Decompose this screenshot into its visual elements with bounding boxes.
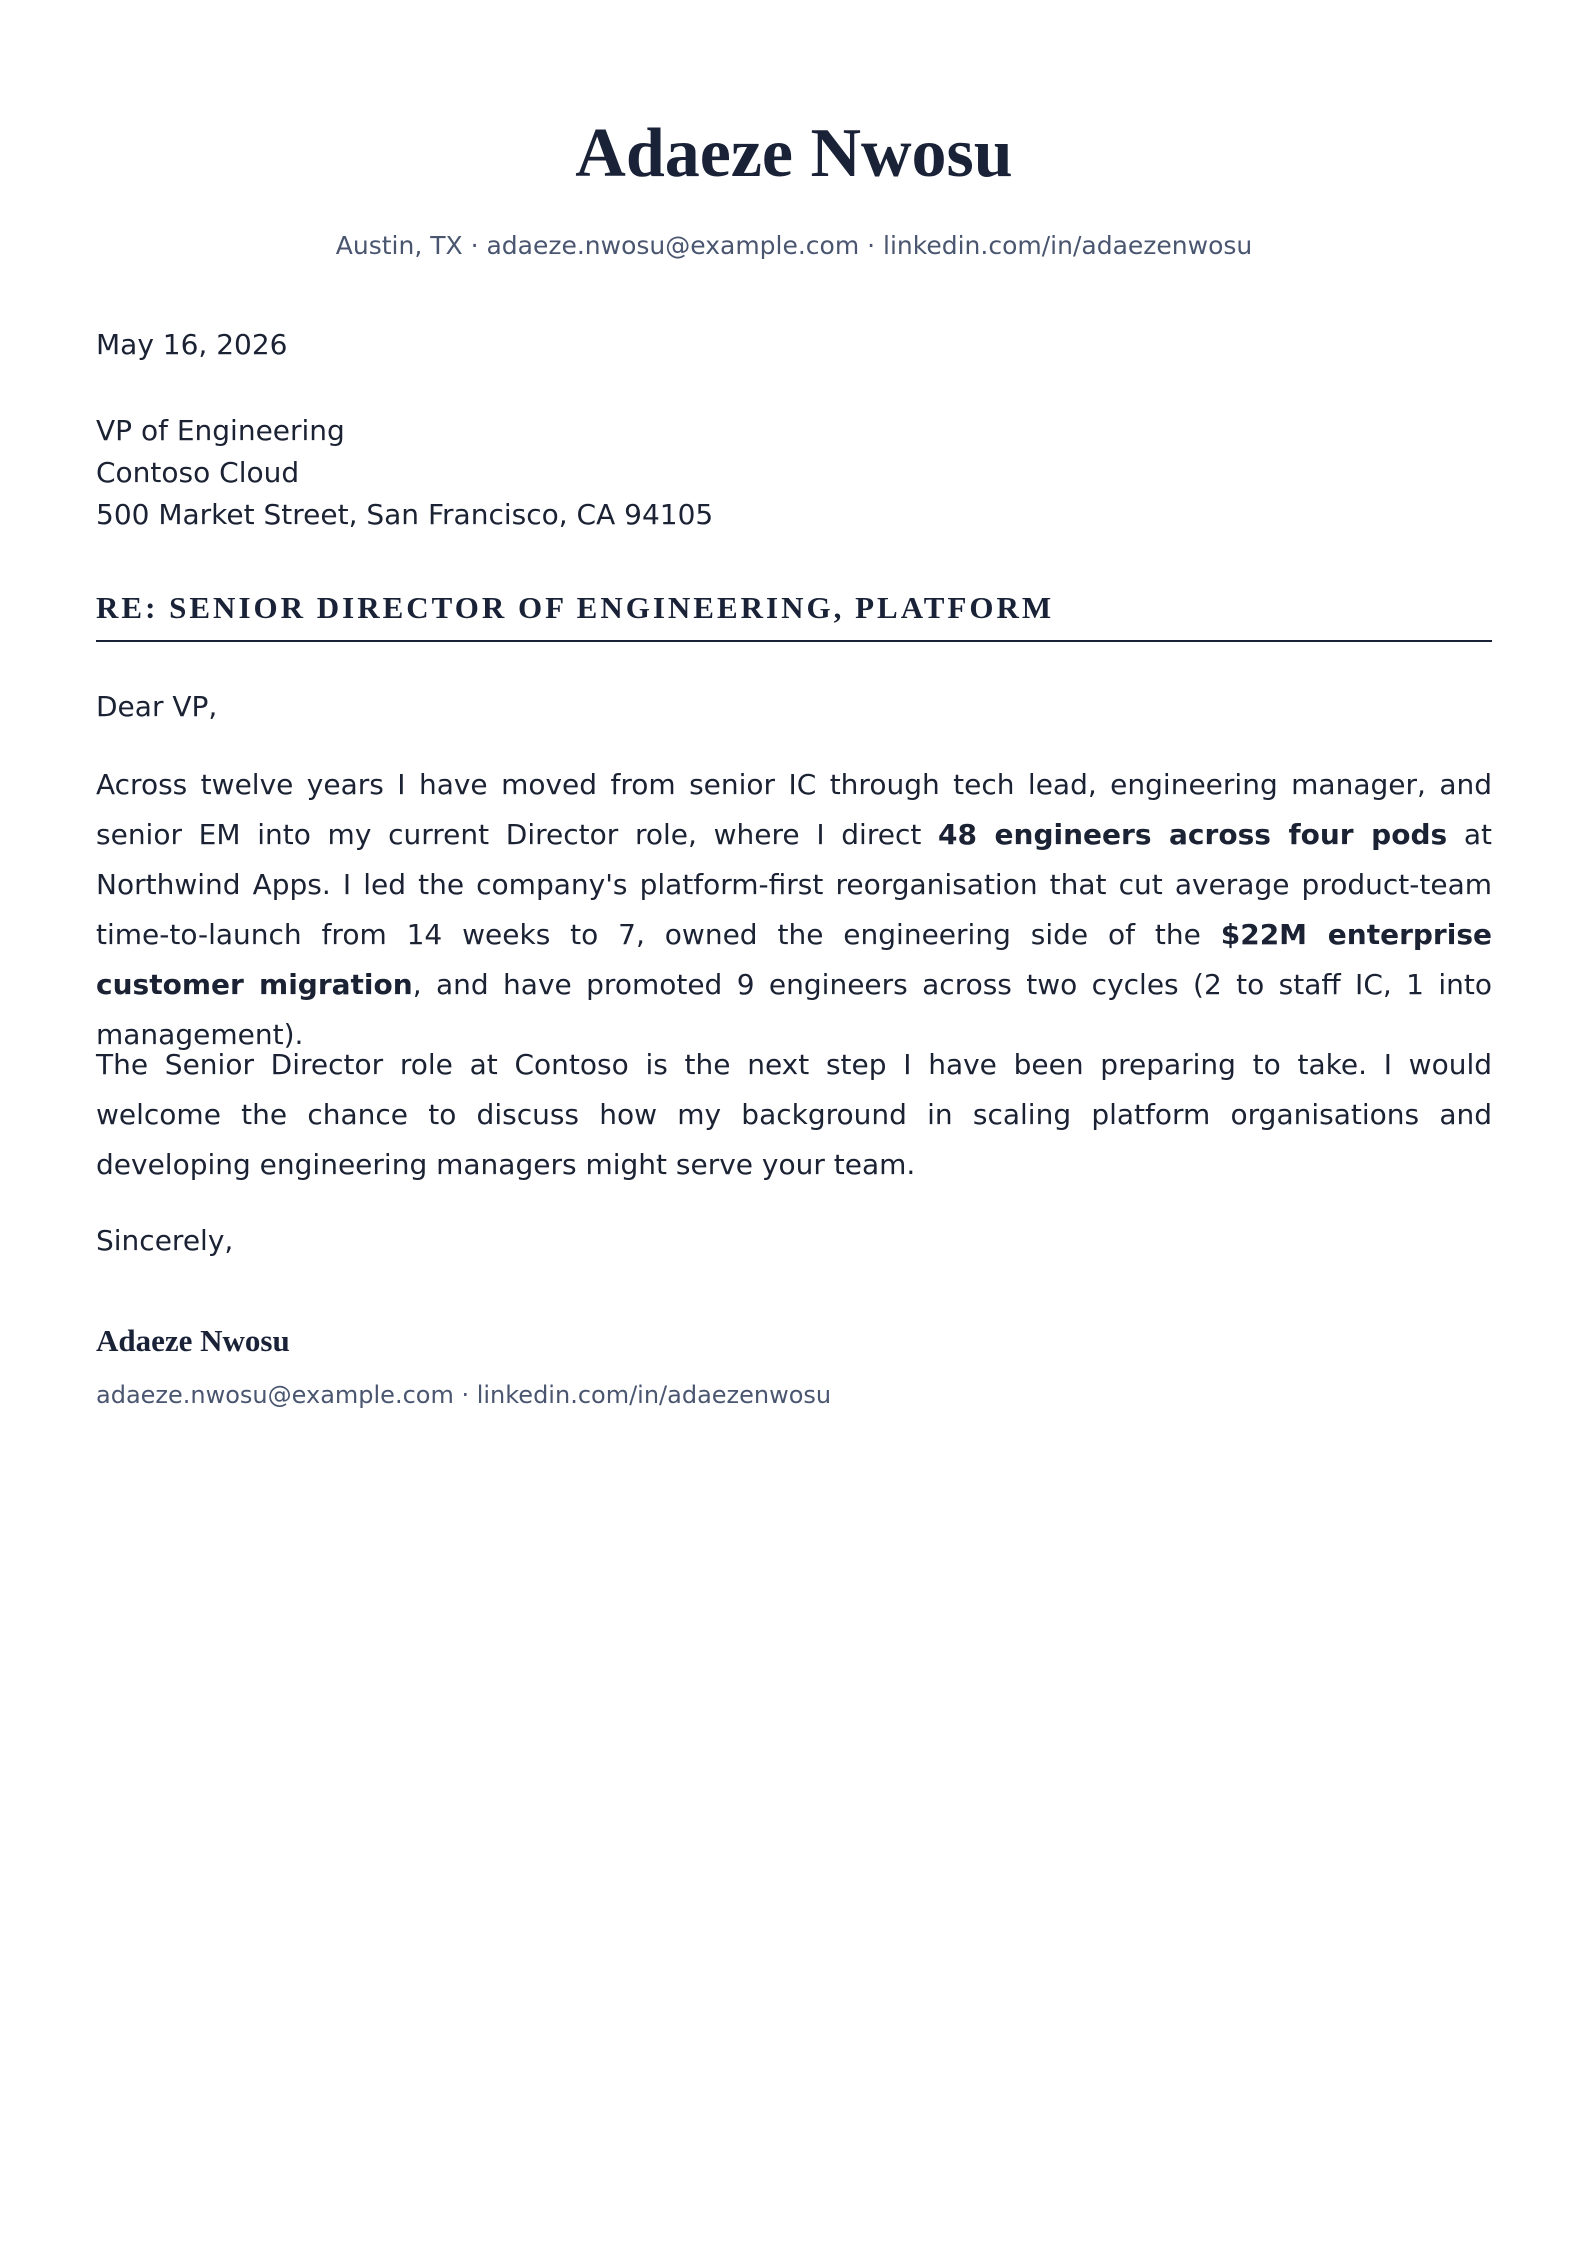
body-paragraph-2: The Senior Director role at Contoso is the next step I have been preparing to take. I would welcome the chance to discuss how my background in scaling platform organisations and developing engineering managers might serve your team. <box>96 1048 1492 1181</box>
paragraph-1-text-a: Across twelve years I have moved from senior IC through tech lead, engineering manager, and senior EM into my current Director role, where I direct <box>96 768 1492 851</box>
paragraph-1-text-b: at Northwind Apps. I led the company's platform-first reorganisation that cut average product-team time-to-launch from 14 weeks to 7, owned the engineering side of the <box>96 818 1492 951</box>
paragraph-1-text-c: , and have promoted 9 engineers across two cycles (2 to staff IC, 1 into management). <box>96 968 1492 1051</box>
signature-contact-line: adaeze.nwosu@example.com · linkedin.com/in/adaezenwosu <box>96 1381 832 1409</box>
salutation: Dear VP, <box>96 690 218 723</box>
recipient-company: Contoso Cloud <box>96 456 300 489</box>
recipient-block <box>96 410 713 536</box>
recipient-title: VP of Engineering <box>96 414 345 447</box>
paragraph-1-highlight-migration: $22M enterprise customer migration <box>96 918 1492 1001</box>
recipient-address: 500 Market Street, San Francisco, CA 94105 <box>96 498 714 531</box>
paragraph-1-highlight-team-size: 48 engineers across four pods <box>938 818 1448 851</box>
closing: Sincerely, <box>96 1224 234 1257</box>
sender-name: Adaeze Nwosu <box>575 115 1013 192</box>
subject-line: RE: SENIOR DIRECTOR OF ENGINEERING, PLATFORM <box>96 588 1492 642</box>
body-paragraph-1 <box>96 760 1492 1060</box>
signature-name: Adaeze Nwosu <box>96 1323 290 1358</box>
letter-date: May 16, 2026 <box>96 328 288 361</box>
sender-contact-line: Austin, TX · adaeze.nwosu@example.com · linkedin.com/in/adaezenwosu <box>335 231 1253 260</box>
